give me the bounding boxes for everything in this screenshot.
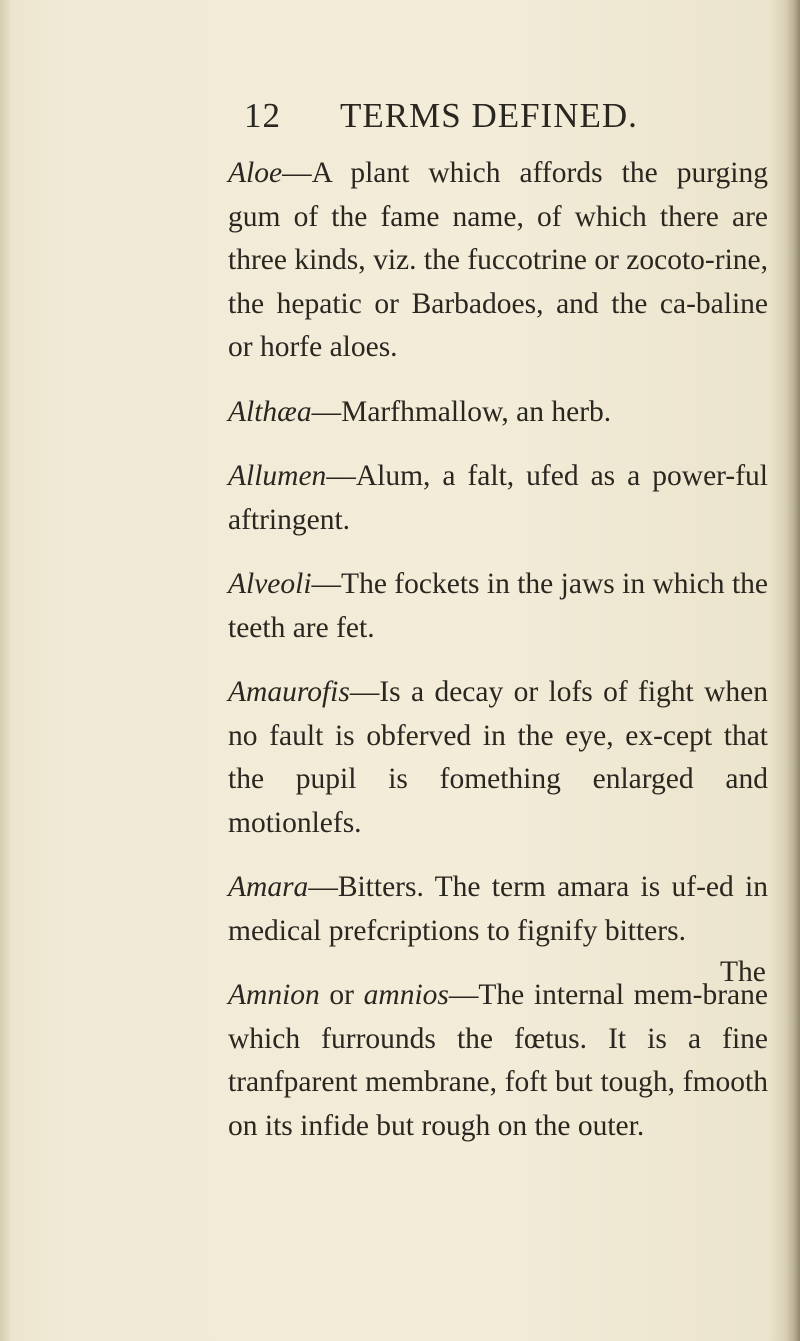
definition: —The internal mem-brane which furrounds the fœtus. It is a fine tranfparent membrane, foft but tough, fmooth on its infide but rough on the outer. xyxy=(228,979,768,1142)
conjunction: or xyxy=(319,979,364,1011)
term-alternate: amnios xyxy=(363,979,449,1011)
page-number: 12 xyxy=(244,96,281,135)
running-head: TERMS DEFINED. xyxy=(340,96,638,135)
definition: —The fockets in the jaws in which the teeth are fet. xyxy=(228,568,768,644)
term: Amaurofis xyxy=(228,676,350,708)
definition: —A plant which affords the purging gum of the fame name, of which there are three kinds, viz. the fuccotrine or zocoto-rine, the hepatic or Barbadoes, and the ca-baline or horfe aloes. xyxy=(228,157,768,363)
term: Amara xyxy=(228,871,309,903)
catchword: The xyxy=(720,956,766,988)
term: Allumen xyxy=(228,460,327,492)
entry-amara xyxy=(228,866,768,953)
definition: —Is a decay or lofs of fight when no fault is obferved in the eye, ex-cept that the pupil is fomething enlarged and motionlefs. xyxy=(228,676,768,839)
definition: —Alum, a falt, ufed as a power-ful aftringent. xyxy=(228,460,768,536)
term: Amnion xyxy=(228,979,320,1011)
entry-alveoli xyxy=(228,563,768,650)
term: Alveoli xyxy=(228,568,312,600)
entry-amnion xyxy=(228,974,768,1148)
page-header xyxy=(244,96,664,142)
entry-althaea xyxy=(228,391,768,435)
term: Aloe xyxy=(228,157,283,189)
glossary-text xyxy=(228,152,768,1169)
entry-aloe xyxy=(228,152,768,370)
entry-amaurofis xyxy=(228,671,768,845)
page-right-edge xyxy=(786,0,800,1341)
entry-allumen xyxy=(228,455,768,542)
page-left-edge xyxy=(0,0,10,1341)
definition: —Marfhmallow, an herb. xyxy=(311,395,612,428)
definition: —Bitters. The term amara is uf-ed in medical prefcriptions to fignify bitters. xyxy=(228,871,768,947)
term: Althæa xyxy=(228,395,312,428)
